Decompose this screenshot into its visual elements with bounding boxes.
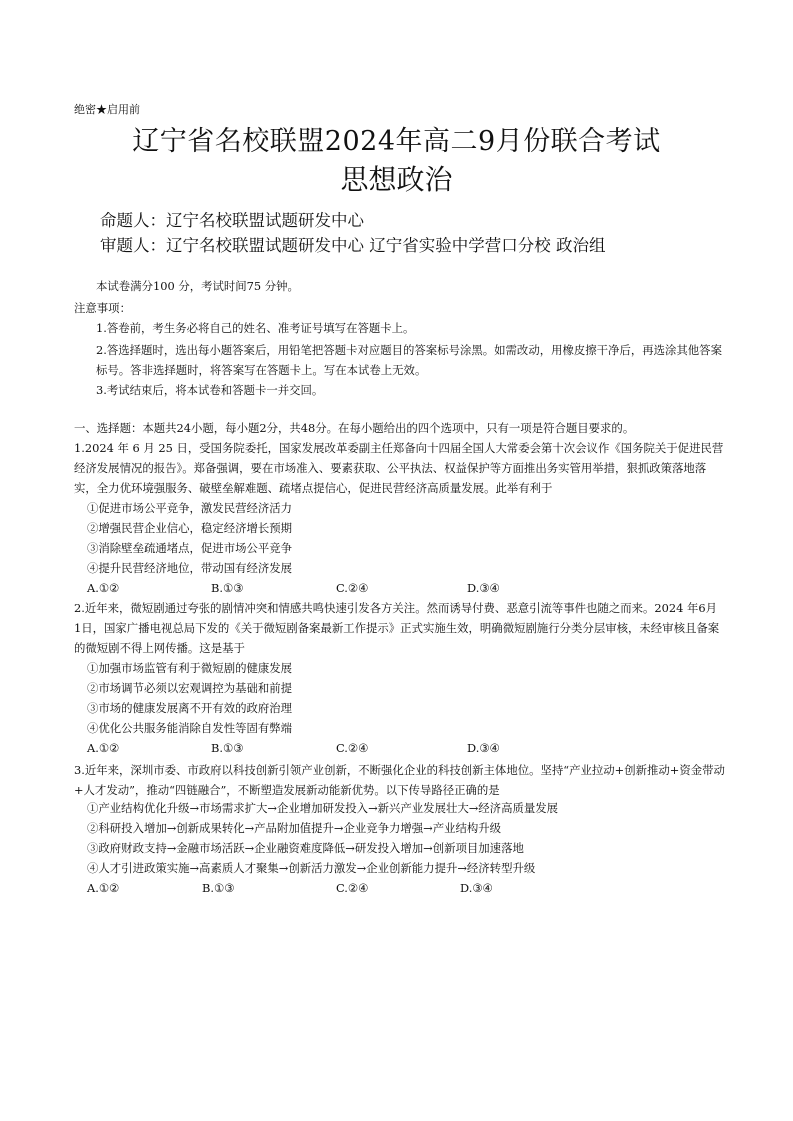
notice-item-2: 2.答选择题时，选出每小题答案后，用铅笔把答题卡对应题目的答案标号涂黑。如需改动，用橡皮擦干净后，再选涂其他答案标号。答非选择题时，将答案写在答题卡上。写在本试卷上无效。	[96, 343, 722, 377]
question-1-choices	[87, 578, 727, 598]
notice-item-3: 3.考试结束后，将本试卷和答题卡一并交回。	[96, 383, 324, 397]
question-2-item: ④优化公共服务能消除自发性等固有弊端	[87, 721, 293, 735]
question-setter: 命题人：辽宁名校联盟试题研发中心	[100, 211, 364, 230]
question-2-stem: 2.近年来，微短剧通过夸张的剧情冲突和情感共鸣快速引发各方关注。然而诱导付费、恶意引流等事件也随之而来。2024 年6月 1日，国家广播电视总局下发的《关于微短剧备案最新工作提示》正式实施生效，明确微短剧施行分类分层审核，未经审核且备案的微短剧不得上网传播。这是基于	[74, 601, 720, 655]
question-1-item: ③消除壁垒疏通堵点，促进市场公平竞争	[87, 541, 293, 555]
question-2-item: ①加强市场监管有利于微短剧的健康发展	[87, 661, 293, 675]
score-time-note: 本试卷满分100 分，考试时间75 分钟。	[96, 279, 299, 293]
choice-b[interactable]: B.①③	[211, 741, 244, 755]
notice-item-1: 1.答卷前，考生务必将自己的姓名、准考证号填写在答题卡上。	[96, 321, 415, 335]
question-3-choices	[87, 878, 727, 898]
notice-title: 注意事项：	[74, 301, 131, 315]
question-1-item: ④提升民营经济地位，带动国有经济发展	[87, 561, 293, 575]
exam-subject: 思想政治	[340, 163, 453, 196]
question-3-item: ④人才引进政策实施→高素质人才聚集→创新活力激发→企业创新能力提升→经济转型升级	[87, 861, 536, 875]
question-3-item: ①产业结构优化升级→市场需求扩大→企业增加研发投入→新兴产业发展壮大→经济高质量发展	[87, 801, 559, 815]
choice-c[interactable]: C.②④	[336, 581, 369, 595]
question-2-choices	[87, 738, 727, 758]
question-1-item: ①促进市场公平竞争，激发民营经济活力	[87, 501, 293, 515]
secret-label: 绝密★启用前	[74, 103, 140, 116]
choice-a[interactable]: A.①②	[87, 881, 120, 895]
question-3-item: ③政府财政支持→金融市场活跃→企业融资难度降低→研发投入增加→创新项目加速落地	[87, 841, 524, 855]
question-2-item: ②市场调节必须以宏观调控为基础和前提	[87, 681, 293, 695]
question-3-item: ②科研投入增加→创新成果转化→产品附加值提升→企业竞争力增强→产业结构升级	[87, 821, 502, 835]
choice-b[interactable]: B.①③	[202, 881, 235, 895]
section-heading: 一、选择题：本题共24小题，每小题2分，共48分。在每小题给出的四个选项中，只有一项是符合题目要求的。	[74, 421, 635, 435]
choice-c[interactable]: C.②④	[336, 741, 369, 755]
choice-a[interactable]: A.①②	[87, 581, 120, 595]
choice-c[interactable]: C.②④	[336, 881, 369, 895]
choice-d[interactable]: D.③④	[467, 741, 500, 755]
question-3-stem: 3.近年来，深圳市委、市政府以科技创新引领产业创新，不断强化企业的科技创新主体地位。坚持“产业拉动+创新推动+资金带动+人才发动”，推动“四链融合”，不断塑造发展新动能新优势。以下传导路径正确的是	[74, 763, 725, 797]
question-reviewer: 审题人：辽宁名校联盟试题研发中心 辽宁省实验中学营口分校 政治组	[100, 236, 606, 255]
choice-b[interactable]: B.①③	[211, 581, 244, 595]
question-1-item: ②增强民营企业信心，稳定经济增长预期	[87, 521, 293, 535]
exam-title: 辽宁省名校联盟2024年高二9月份联合考试	[132, 126, 661, 157]
question-1-stem: 1.2024 年 6 月 25 日，受国务院委托，国家发展改革委副主任郑备向十四届全国人大常委会第十次会议作《国务院关于促进民营经济发展情况的报告》。郑备强调，要在市场准入、要素获取、公平执法、权益保护等方面推出务实管用举措，狠抓政策落地落实，全力优环境强服务、破壁垒解难题、疏堵点提信心，促进民营经济高质量发展。此举有利于	[74, 441, 724, 495]
choice-d[interactable]: D.③④	[467, 581, 500, 595]
choice-a[interactable]: A.①②	[87, 741, 120, 755]
choice-d[interactable]: D.③④	[460, 881, 493, 895]
question-2-item: ③市场的健康发展离不开有效的政府治理	[87, 701, 293, 715]
